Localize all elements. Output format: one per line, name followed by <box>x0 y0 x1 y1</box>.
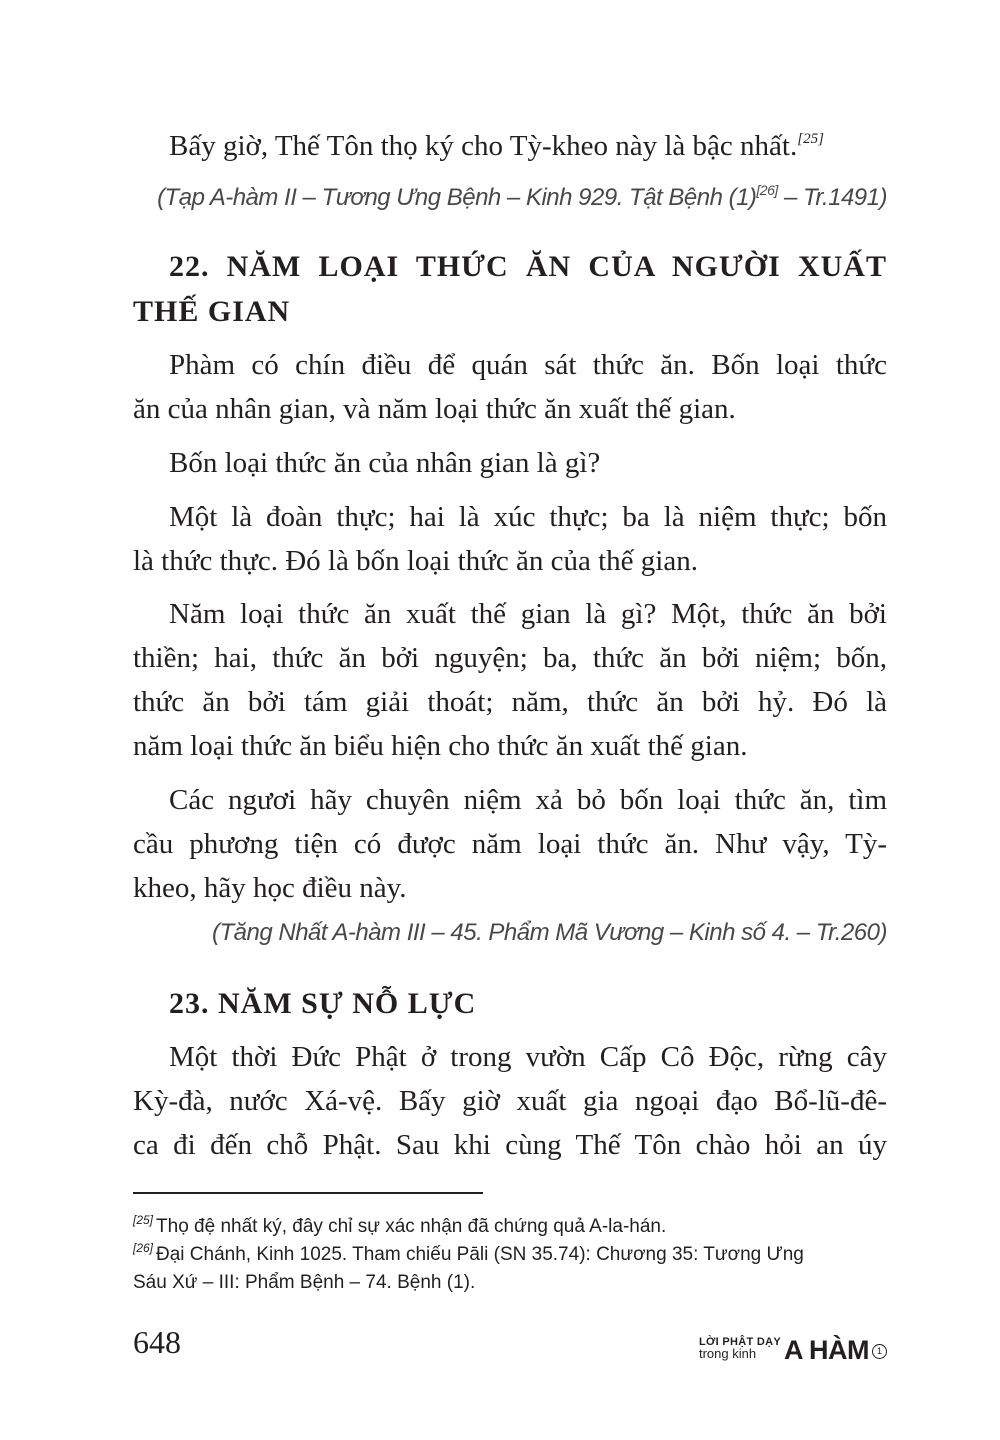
brand-subtitle: LỜI PHẬT DẠY trong kinh <box>698 1336 781 1361</box>
brand-title: A HÀM <box>784 1335 869 1365</box>
footnote-ref[interactable]: [26] <box>756 182 778 198</box>
footnote-25: [25] Thọ đệ nhất ký, đây chỉ sự xác nhận đã chứng quả A-la-hán. <box>133 1213 667 1237</box>
citation: (Tăng Nhất A-hàm III – 45. Phẩm Mã Vương – Kinh số 4. – Tr.260) <box>212 919 887 946</box>
footnote-26-continued: Sáu Xứ – III: Phẩm Bệnh – 74. Bệnh (1). <box>133 1272 476 1293</box>
footnote-marker: [26] <box>133 1241 154 1255</box>
citation: (Tạp A-hàm II – Tương Ưng Bệnh – Kinh 929. Tật Bệnh (1)[26] – Tr.1491) <box>157 182 887 211</box>
paragraph-line: Một thời Đức Phật ở trong vườn Cấp Cô Độc, rừng cây <box>169 1041 887 1073</box>
paragraph-line: Bốn loại thức ăn của nhân gian là gì? <box>169 447 601 479</box>
paragraph-line: Một là đoàn thực; hai là xúc thực; ba là niệm thực; bốn <box>169 501 887 533</box>
page-number: 648 <box>133 1324 181 1360</box>
footnote-divider <box>133 1192 483 1194</box>
section-heading: THẾ GIAN <box>133 295 291 328</box>
section-heading: 22. NĂM LOẠI THỨC ĂN CỦA NGƯỜI XUẤT <box>169 250 887 283</box>
paragraph-line: Bấy giờ, Thế Tôn thọ ký cho Tỳ-kheo này là bậc nhất.[25] <box>169 130 824 162</box>
book-brand-logo <box>699 1325 887 1365</box>
paragraph-line: thức ăn bởi tám giải thoát; năm, thức ăn bởi hỷ. Đó là <box>133 686 887 718</box>
footnote-ref[interactable]: [25] <box>797 131 824 147</box>
paragraph-line: ca đi đến chỗ Phật. Sau khi cùng Thế Tôn chào hỏi an úy <box>133 1129 887 1161</box>
paragraph-line: thiền; hai, thức ăn bởi nguyện; ba, thức ăn bởi niệm; bốn, <box>133 642 887 674</box>
footnote-marker: [25] <box>133 1213 154 1227</box>
paragraph-line: Kỳ-đà, nước Xá-vệ. Bấy giờ xuất gia ngoại đạo Bổ-lũ-đê- <box>133 1085 887 1117</box>
paragraph-line: Phàm có chín điều để quán sát thức ăn. Bốn loại thức <box>169 349 887 381</box>
paragraph-line: là thức thực. Đó là bốn loại thức ăn của thế gian. <box>133 545 698 577</box>
paragraph-line: năm loại thức ăn biểu hiện cho thức ăn xuất thế gian. <box>133 730 748 762</box>
volume-badge: 1 <box>872 1344 887 1359</box>
paragraph-line: ăn của nhân gian, và năm loại thức ăn xuất thế gian. <box>133 393 736 425</box>
paragraph-line: kheo, hãy học điều này. <box>133 872 407 904</box>
section-heading: 23. NĂM SỰ NỖ LỰC <box>169 987 477 1020</box>
footnote-26: [26] Đại Chánh, Kinh 1025. Tham chiếu Pāli (SN 35.74): Chương 35: Tương Ưng <box>133 1241 804 1265</box>
paragraph-line: Các ngươi hãy chuyên niệm xả bỏ bốn loại thức ăn, tìm <box>169 784 887 816</box>
paragraph-line: Năm loại thức ăn xuất thế gian là gì? Một, thức ăn bởi <box>169 598 887 630</box>
paragraph-line: cầu phương tiện có được năm loại thức ăn. Như vậy, Tỳ- <box>133 828 887 860</box>
